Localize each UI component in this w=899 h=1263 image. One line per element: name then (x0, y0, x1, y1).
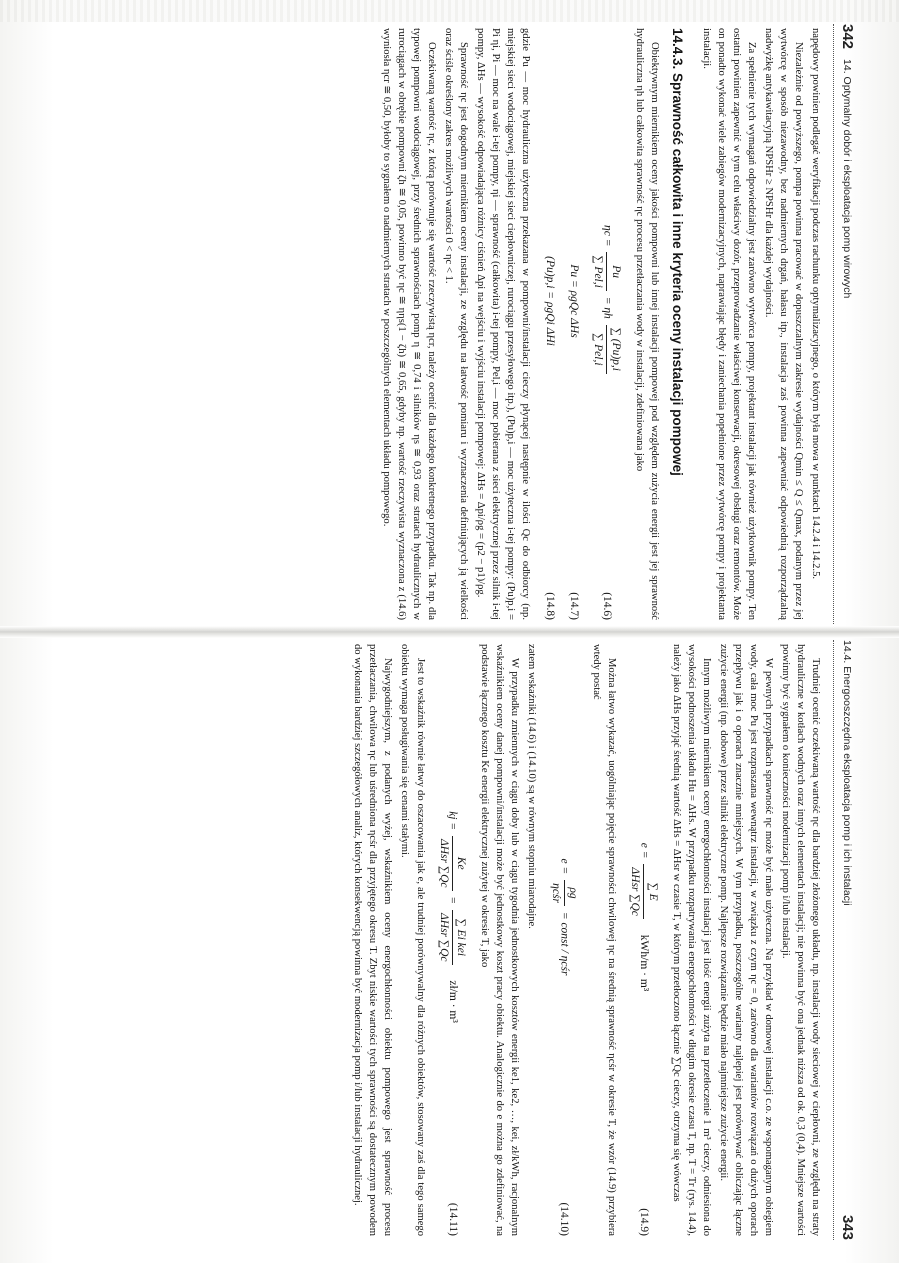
eq-unit: kWh/m · m³ (638, 934, 651, 992)
eq-denominator: ∑ Pel,i (592, 333, 605, 366)
eq-numerator: ∑ (Pu)p,i (606, 325, 623, 374)
eq-mid: = ηh (601, 296, 614, 319)
eq-unit: zł/m · m³ (446, 980, 459, 1023)
equation-14-7 (566, 28, 582, 620)
paragraph: W przypadku zmiennych w ciągu doby lub w ciągu tygodnia jednostkowych kosztów energii ke1, ke2, …, kei, zł/kWh, racjonalnym wskaźnikiem oceny danej pompowni/instalacji może być jednostkowy koszt pracy obiektu. Analogicznie do e można go zdefiniować, na podstawie łącznego kosztu Ke energii elektrycznej zużytej w okresie T, jako (479, 644, 521, 1236)
paragraph: Trudniej ocenić oczekiwaną wartość ηc dla bardziej złożonego układu, np. instalacji wody sieciowej w ciepłowni, ze względu na straty hydrauliczne w kotłach wodnych oraz innych elementach instalacji; nie powinna być ona jednak niższa od ok. 0,3 (0,4). Mniejsze wartości powinny być sygnałem o konieczności modernizacji pomp i/lub instalacji. (779, 644, 821, 1236)
equation-number: (14.10) (558, 1202, 571, 1236)
paragraph: Najwygodniejszym, z podanych wyżej, wskaźnikiem oceny energochłonności obiektu pompowego jest sprawność procesu przetłaczania, chwilowa ηc lub uśredniona ηcśr dla przyjętego okresu T. Zbyt niskie wartości tych sprawności są dostatecznym powodem do wykonania bardziej szczegółowych analiz, których konsekwencją powinna być modernizacja pomp i/lub instalacji hydraulicznej. (352, 644, 394, 1236)
running-head-text-left: 14. Optymalny dobór i eksploatacja pomp wirowych (841, 59, 854, 299)
paragraph: Obiektywnym miernikiem oceny jakości pompowni lub innej instalacji pompowej pod względem zużycia energii jest jej sprawność hydrauliczna ηh lub całkowita sprawność ηc procesu przetłaczania wody w instalacji, zdefiniowana jako (633, 28, 660, 620)
eq-denominator: ΔHsr ∑Qc (629, 867, 642, 916)
eq-numerator: ρg (564, 880, 581, 906)
equation-14-10 (547, 644, 581, 1236)
eq-lhs: e = (558, 858, 571, 875)
eq-lhs: kj = (446, 811, 459, 831)
equation-14-11 (436, 644, 470, 1236)
eq-rhs: = const / ηcśr (558, 911, 571, 976)
page-body-left (379, 24, 833, 624)
left-page (40, 24, 860, 624)
eq-numerator: Pu (606, 252, 623, 290)
eq-numerator: ∑ Ei kei (452, 910, 469, 965)
paragraph: Za spełnienie tych wymagań odpowiedzialny jest zarówno wytwórca pompy, projektant instalacji jak również użytkownik pompy. Ten ostatni powinien zapewnić w tym celu właściwy dozór, przeprowadzanie właściwej konserwacji, okresowej obsługi oraz remontów. Może on ponadto wykonać wiele zabiegów modernizacyjnych, naprawiając błędy i zaniechania popełnione przez wytwórcę pompy i projektanta instalacji. (700, 28, 757, 620)
eq-denominator: ΔHsr ∑Qc (437, 913, 450, 962)
running-head-text-right: 14.4. Energooszczędna eksploatacja pomp i ich instalacji (841, 640, 854, 906)
equation-number: (14.11) (446, 1202, 459, 1236)
eq-fraction (590, 325, 624, 374)
book-gutter (0, 626, 899, 638)
paragraph: Oczekiwaną wartość ηc, z którą porównuje się wartość rzeczywistą ηcr, należy ocenić dla każdego konkretnego przypadku. Tak np. dla typowej pompowni wodociągowej, przy średnich sprawnościach pomp η ≅ 0,74 i silników ηs ≅ 0,93 oraz stratach hydraulicznych w rurociągach w obrębie pompowni ζh ≅ 0,05, powinno być ηc ≅ ηηs(1 − ζh) ≅ 0,65, gdyby np. wartość rzeczywista wyznaczona z (14.6) wyniosła ηcr ≅ 0,50, byłoby to sygnałem o nadmiernych stratach w poszczególnych elementach układu pompowego. (380, 28, 438, 620)
section-heading: 14.4.3. Sprawność całkowita i inne kryteria oceny instalacji pompowej (669, 28, 685, 476)
equation-14-6 (590, 28, 624, 620)
paragraph: Jest to wskaźnik równie łatwy do oszacowania jak e, ale trudniej porównywalny dla różnych obiektów, stosowany zaś dla tego samego obiektu wymaga posługiwania się cenami stałymi. (399, 644, 426, 1236)
scan-edge-artifact (0, 0, 899, 22)
paragraph: Innym możliwym miernikiem oceny energochłonności instalacji jest ilość energii zużyta na przetłoczenie 1 m³ cieczy, odniesiona do wysokości podnoszenia układu Hu = ΔHs. W przypadku rozpatrywania energochłonności w długim okresie czasu T, np. T = Tr (rys. 14.4), należy jako ΔHs przyjąć średnią wartość ΔHs = ΔHsr w czasie T, w którym przetłoczono łącznie ∑Qc cieczy, otrzyma się wówczas (670, 644, 712, 1236)
equation-14-8 (541, 28, 557, 620)
page-number-left: 342 (838, 24, 856, 50)
paragraph: W pewnych przypadkach sprawność ηc może być mało użyteczna. Na przykład w domowej instalacji c.o. ze wspomaganym obiegiem wody, cała moc Pu jest rozpraszana wewnątrz instalacji, w związku z czym ηc = 0, zarówno dla wariantów rozwiązań o dużych oporach przepływu jak i o oporach znacznie mniejszych. W tym przypadku, poszczególne warianty najlepiej jest porównywać obliczając łączne zużycie energii (np. dobowe) przez silniki elektryczne pomp. Najlepsze rozwiązanie będzie miało najmniejsze zużycie energii. (717, 644, 774, 1236)
equation-number: (14.9) (638, 1208, 651, 1236)
eq-denominator: ∑ Pel,i (592, 255, 605, 288)
eq-fraction (590, 252, 624, 290)
equation-14-9 (627, 644, 661, 1236)
eq-fraction (627, 864, 661, 919)
eq-body: (Pu)p,i = ρgQi ΔHi (543, 256, 556, 346)
eq-numerator: ∑ E (643, 864, 660, 919)
right-page (40, 640, 860, 1240)
eq-lhs: ηc = (601, 225, 614, 247)
paragraph: Sprawność ηc jest dogodnym miernikiem oceny instalacji, ze względu na łatwość pomiaru i wyznaczenia definiujących ją wielkości oraz ściśle określony zakres możliwych wartości 0 < ηc < 1. (443, 28, 470, 620)
eq-body: Pu = ρgQc ΔHs (567, 264, 580, 338)
page-number-right: 343 (838, 1214, 856, 1240)
equation-number: (14.8) (543, 592, 556, 620)
paragraph: Niezależnie od powyższego, pompa powinna pracować w dopuszczalnym zakresie wydajności Qmin ≤ Q ≤ Qmax, podanym przez jej wytwórcę w sposób niezawodny, bez nadmiernych drgań, hałasu itp., instalacja zaś powinna zapewniać odpowiednią rozporządzalną nadwyżkę antykawitacyjną NPSHr ≥ NPSHr dla każdej wydajności. (762, 28, 804, 620)
eq-denominator: ηcśr (549, 883, 562, 903)
equation-number: (14.6) (600, 592, 613, 620)
page-body-right (350, 640, 833, 1240)
eq-fraction (436, 910, 470, 965)
eq-fraction (436, 836, 470, 891)
eq-fraction (547, 880, 581, 906)
eq-equals: = (446, 896, 459, 905)
eq-numerator: Ke (452, 836, 469, 891)
paragraph: Można łatwo wykazać, uogólniając pojęcie sprawności chwilowej ηc na średnią sprawność ηcśr w okresie T, że wzór (14.9) przybiera wtedy postać (591, 644, 618, 1236)
eq-lhs: e = (638, 842, 651, 859)
running-head-right (833, 640, 860, 1240)
eq-denominator: ΔHsr ∑Qc (437, 839, 450, 888)
paragraph: zatem wskaźniki (14.6) i (14.10) są w równym stopniu miarodajne. (526, 644, 538, 929)
paragraph: napędowy powinien podlegać weryfikacji podczas rachunku optymalizacyjnego, o którym była mowa w punktach 14.2.4 i 14.2.5. (810, 28, 821, 580)
paragraph: gdzie Pu — moc hydrauliczna użyteczna przekazana w pompowni/instalacji cieczy płynącej następnie w ilości Qc do odbiorcy (np. miejskiej sieci wodociągowej, miejskiej sieci ciepłowniczej, rurociągu przesyłowego itp.), (Pu)p,i — moc użyteczna i-tej pompy: (Pu)p,i = Pi ηi, Pi — moc na wale i-tej pompy, ηi — sprawność (całkowita) i-tej pompy, Pel,i — moc pobierana z sieci elektrycznej przez silnik i-tej pompy, ΔHs — wysokość odpowiadająca różnicy ciśnień Δpi na wejściu i wyjściu instalacji pompowej: ΔHs = Δpi/ρg = (p2 − p1)/ρg. (475, 28, 532, 620)
running-head-left (833, 24, 860, 624)
equation-number: (14.7) (567, 592, 580, 620)
